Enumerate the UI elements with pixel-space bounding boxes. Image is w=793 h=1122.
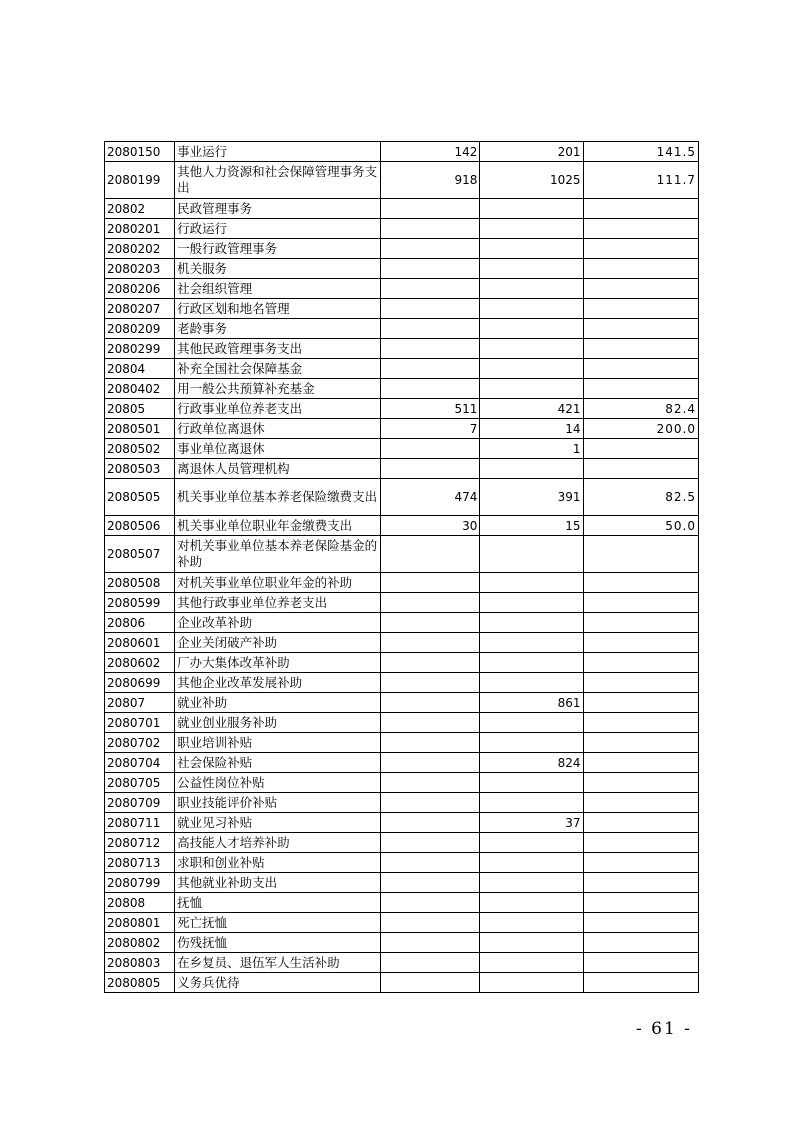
subject-code-cell: 20804	[105, 359, 175, 379]
table-row	[105, 793, 699, 813]
percent-cell	[583, 713, 699, 733]
table-row	[105, 459, 699, 479]
table-row	[105, 973, 699, 993]
value-a-cell	[381, 593, 480, 613]
subject-name-cell: 离退休人员管理机构	[175, 459, 381, 479]
value-b-cell: 37	[480, 813, 583, 833]
percent-cell	[583, 239, 699, 259]
value-a-cell	[381, 793, 480, 813]
value-b-cell	[480, 633, 583, 653]
value-b-cell	[480, 673, 583, 693]
subject-name-cell: 义务兵优待	[175, 973, 381, 993]
subject-name-cell: 抚恤	[175, 893, 381, 913]
subject-code-cell: 2080802	[105, 933, 175, 953]
percent-cell	[583, 613, 699, 633]
percent-cell	[583, 773, 699, 793]
value-a-cell	[381, 673, 480, 693]
subject-code-cell: 20808	[105, 893, 175, 913]
page-number: - 61 -	[636, 1019, 692, 1039]
percent-cell	[583, 339, 699, 359]
subject-name-cell: 补充全国社会保障基金	[175, 359, 381, 379]
subject-name-cell: 企业关闭破产补助	[175, 633, 381, 653]
subject-name-cell: 机关事业单位职业年金缴费支出	[175, 516, 381, 536]
table-row	[105, 933, 699, 953]
table-row	[105, 279, 699, 299]
percent-cell	[583, 379, 699, 399]
table-row	[105, 479, 699, 516]
subject-name-cell: 就业见习补贴	[175, 813, 381, 833]
subject-name-cell: 行政单位离退休	[175, 419, 381, 439]
subject-name-cell: 职业培训补贴	[175, 733, 381, 753]
percent-cell: 111.7	[583, 162, 699, 199]
value-a-cell	[381, 239, 480, 259]
table-row	[105, 439, 699, 459]
value-a-cell: 474	[381, 479, 480, 516]
subject-name-cell: 其他人力资源和社会保障管理事务支出	[175, 162, 381, 199]
percent-cell	[583, 633, 699, 653]
percent-cell: 50.0	[583, 516, 699, 536]
value-a-cell	[381, 339, 480, 359]
value-b-cell	[480, 933, 583, 953]
value-a-cell	[381, 319, 480, 339]
subject-name-cell: 厂办大集体改革补助	[175, 653, 381, 673]
value-a-cell	[381, 379, 480, 399]
value-a-cell	[381, 833, 480, 853]
budget-table-body	[105, 142, 699, 993]
subject-code-cell: 20806	[105, 613, 175, 633]
subject-code-cell: 2080207	[105, 299, 175, 319]
table-row	[105, 319, 699, 339]
table-row	[105, 753, 699, 773]
subject-name-cell: 求职和创业补贴	[175, 853, 381, 873]
table-row	[105, 633, 699, 653]
percent-cell	[583, 793, 699, 813]
table-row	[105, 516, 699, 536]
subject-code-cell: 2080711	[105, 813, 175, 833]
subject-name-cell: 对机关事业单位职业年金的补助	[175, 573, 381, 593]
percent-cell	[583, 459, 699, 479]
subject-code-cell: 2080602	[105, 653, 175, 673]
subject-code-cell: 2080713	[105, 853, 175, 873]
table-row	[105, 359, 699, 379]
subject-code-cell: 2080599	[105, 593, 175, 613]
subject-code-cell: 2080201	[105, 219, 175, 239]
table-row	[105, 142, 699, 162]
value-b-cell	[480, 733, 583, 753]
value-b-cell	[480, 973, 583, 993]
subject-code-cell: 2080805	[105, 973, 175, 993]
subject-name-cell: 就业补助	[175, 693, 381, 713]
percent-cell	[583, 279, 699, 299]
subject-code-cell: 2080709	[105, 793, 175, 813]
subject-code-cell: 2080704	[105, 753, 175, 773]
table-row	[105, 693, 699, 713]
table-row	[105, 573, 699, 593]
subject-code-cell: 20802	[105, 199, 175, 219]
percent-cell	[583, 853, 699, 873]
value-a-cell	[381, 279, 480, 299]
value-a-cell	[381, 873, 480, 893]
subject-code-cell: 2080502	[105, 439, 175, 459]
value-b-cell	[480, 239, 583, 259]
value-b-cell	[480, 593, 583, 613]
value-b-cell	[480, 359, 583, 379]
subject-name-cell: 用一般公共预算补充基金	[175, 379, 381, 399]
percent-cell	[583, 199, 699, 219]
subject-name-cell: 老龄事务	[175, 319, 381, 339]
value-b-cell: 861	[480, 693, 583, 713]
percent-cell	[583, 913, 699, 933]
subject-code-cell: 2080203	[105, 259, 175, 279]
subject-name-cell: 伤残抚恤	[175, 933, 381, 953]
value-a-cell	[381, 359, 480, 379]
value-a-cell	[381, 773, 480, 793]
table-row	[105, 299, 699, 319]
percent-cell	[583, 259, 699, 279]
value-b-cell	[480, 319, 583, 339]
percent-cell	[583, 813, 699, 833]
subject-code-cell: 2080801	[105, 913, 175, 933]
value-b-cell: 15	[480, 516, 583, 536]
table-row	[105, 199, 699, 219]
percent-cell	[583, 573, 699, 593]
percent-cell	[583, 319, 699, 339]
value-b-cell	[480, 873, 583, 893]
value-a-cell	[381, 299, 480, 319]
subject-code-cell: 2080701	[105, 713, 175, 733]
subject-code-cell: 2080505	[105, 479, 175, 516]
table-row	[105, 239, 699, 259]
subject-name-cell: 行政区划和地名管理	[175, 299, 381, 319]
subject-name-cell: 死亡抚恤	[175, 913, 381, 933]
value-b-cell: 391	[480, 479, 583, 516]
percent-cell	[583, 933, 699, 953]
value-b-cell	[480, 773, 583, 793]
subject-code-cell: 2080501	[105, 419, 175, 439]
subject-name-cell: 职业技能评价补贴	[175, 793, 381, 813]
value-b-cell	[480, 279, 583, 299]
value-a-cell	[381, 973, 480, 993]
table-row	[105, 833, 699, 853]
value-a-cell	[381, 853, 480, 873]
subject-name-cell: 机关服务	[175, 259, 381, 279]
percent-cell	[583, 873, 699, 893]
subject-name-cell: 公益性岗位补贴	[175, 773, 381, 793]
value-b-cell: 201	[480, 142, 583, 162]
value-a-cell	[381, 913, 480, 933]
value-a-cell: 7	[381, 419, 480, 439]
percent-cell: 82.5	[583, 479, 699, 516]
subject-code-cell: 2080705	[105, 773, 175, 793]
value-b-cell	[480, 459, 583, 479]
value-b-cell	[480, 536, 583, 573]
value-a-cell: 30	[381, 516, 480, 536]
percent-cell	[583, 893, 699, 913]
value-a-cell	[381, 733, 480, 753]
subject-name-cell: 其他民政管理事务支出	[175, 339, 381, 359]
subject-code-cell: 2080209	[105, 319, 175, 339]
subject-name-cell: 在乡复员、退伍军人生活补助	[175, 953, 381, 973]
subject-name-cell: 其他行政事业单位养老支出	[175, 593, 381, 613]
value-b-cell	[480, 893, 583, 913]
table-row	[105, 733, 699, 753]
table-row	[105, 853, 699, 873]
subject-code-cell: 2080601	[105, 633, 175, 653]
value-b-cell	[480, 913, 583, 933]
subject-name-cell: 就业创业服务补助	[175, 713, 381, 733]
table-row	[105, 379, 699, 399]
value-a-cell	[381, 573, 480, 593]
percent-cell: 200.0	[583, 419, 699, 439]
value-a-cell	[381, 219, 480, 239]
value-a-cell	[381, 813, 480, 833]
subject-name-cell: 对机关事业单位基本养老保险基金的补助	[175, 536, 381, 573]
value-a-cell	[381, 199, 480, 219]
value-b-cell: 14	[480, 419, 583, 439]
subject-name-cell: 其他就业补助支出	[175, 873, 381, 893]
percent-cell	[583, 673, 699, 693]
percent-cell	[583, 693, 699, 713]
table-row	[105, 653, 699, 673]
value-a-cell	[381, 653, 480, 673]
value-a-cell: 511	[381, 399, 480, 419]
value-b-cell	[480, 713, 583, 733]
table-row	[105, 673, 699, 693]
subject-name-cell: 高技能人才培养补助	[175, 833, 381, 853]
percent-cell	[583, 753, 699, 773]
percent-cell	[583, 439, 699, 459]
percent-cell	[583, 973, 699, 993]
value-b-cell	[480, 199, 583, 219]
value-a-cell	[381, 713, 480, 733]
table-row	[105, 613, 699, 633]
value-b-cell	[480, 653, 583, 673]
value-a-cell	[381, 439, 480, 459]
percent-cell: 141.5	[583, 142, 699, 162]
subject-code-cell: 2080150	[105, 142, 175, 162]
value-b-cell	[480, 853, 583, 873]
percent-cell	[583, 733, 699, 753]
percent-cell	[583, 593, 699, 613]
subject-code-cell: 2080508	[105, 573, 175, 593]
table-row	[105, 339, 699, 359]
value-b-cell	[480, 793, 583, 813]
value-a-cell: 142	[381, 142, 480, 162]
table-row	[105, 813, 699, 833]
percent-cell	[583, 359, 699, 379]
subject-code-cell: 2080799	[105, 873, 175, 893]
percent-cell	[583, 653, 699, 673]
subject-code-cell: 2080199	[105, 162, 175, 199]
value-b-cell	[480, 833, 583, 853]
subject-code-cell: 2080702	[105, 733, 175, 753]
subject-code-cell: 2080402	[105, 379, 175, 399]
value-a-cell	[381, 953, 480, 973]
value-a-cell	[381, 693, 480, 713]
subject-code-cell: 2080506	[105, 516, 175, 536]
value-b-cell	[480, 613, 583, 633]
percent-cell	[583, 536, 699, 573]
subject-name-cell: 社会组织管理	[175, 279, 381, 299]
percent-cell	[583, 219, 699, 239]
subject-name-cell: 一般行政管理事务	[175, 239, 381, 259]
subject-name-cell: 行政事业单位养老支出	[175, 399, 381, 419]
subject-name-cell: 民政管理事务	[175, 199, 381, 219]
subject-name-cell: 其他企业改革发展补助	[175, 673, 381, 693]
table-row	[105, 219, 699, 239]
subject-code-cell: 2080507	[105, 536, 175, 573]
table-row	[105, 913, 699, 933]
table-row	[105, 713, 699, 733]
table-row	[105, 259, 699, 279]
value-a-cell: 918	[381, 162, 480, 199]
percent-cell	[583, 953, 699, 973]
value-a-cell	[381, 933, 480, 953]
subject-code-cell: 2080699	[105, 673, 175, 693]
subject-name-cell: 事业运行	[175, 142, 381, 162]
subject-name-cell: 机关事业单位基本养老保险缴费支出	[175, 479, 381, 516]
subject-code-cell: 2080803	[105, 953, 175, 973]
table-row	[105, 536, 699, 573]
subject-name-cell: 社会保险补贴	[175, 753, 381, 773]
subject-code-cell: 20805	[105, 399, 175, 419]
subject-name-cell: 事业单位离退休	[175, 439, 381, 459]
value-b-cell	[480, 339, 583, 359]
table-row	[105, 893, 699, 913]
value-a-cell	[381, 459, 480, 479]
value-b-cell: 1	[480, 439, 583, 459]
subject-code-cell: 2080206	[105, 279, 175, 299]
table-row	[105, 162, 699, 199]
subject-code-cell: 20807	[105, 693, 175, 713]
value-b-cell	[480, 953, 583, 973]
subject-code-cell: 2080503	[105, 459, 175, 479]
table-row	[105, 873, 699, 893]
subject-code-cell: 2080712	[105, 833, 175, 853]
value-a-cell	[381, 893, 480, 913]
subject-name-cell: 行政运行	[175, 219, 381, 239]
table-row	[105, 399, 699, 419]
value-b-cell: 824	[480, 753, 583, 773]
value-a-cell	[381, 259, 480, 279]
table-row	[105, 953, 699, 973]
value-b-cell	[480, 379, 583, 399]
value-b-cell	[480, 259, 583, 279]
table-row	[105, 419, 699, 439]
percent-cell	[583, 299, 699, 319]
value-a-cell	[381, 536, 480, 573]
value-a-cell	[381, 613, 480, 633]
budget-table	[104, 141, 699, 993]
subject-code-cell: 2080299	[105, 339, 175, 359]
value-b-cell	[480, 299, 583, 319]
value-b-cell: 421	[480, 399, 583, 419]
value-a-cell	[381, 633, 480, 653]
value-b-cell	[480, 219, 583, 239]
percent-cell: 82.4	[583, 399, 699, 419]
table-row	[105, 593, 699, 613]
table-row	[105, 773, 699, 793]
subject-name-cell: 企业改革补助	[175, 613, 381, 633]
value-a-cell	[381, 753, 480, 773]
value-b-cell: 1025	[480, 162, 583, 199]
value-b-cell	[480, 573, 583, 593]
percent-cell	[583, 833, 699, 853]
subject-code-cell: 2080202	[105, 239, 175, 259]
